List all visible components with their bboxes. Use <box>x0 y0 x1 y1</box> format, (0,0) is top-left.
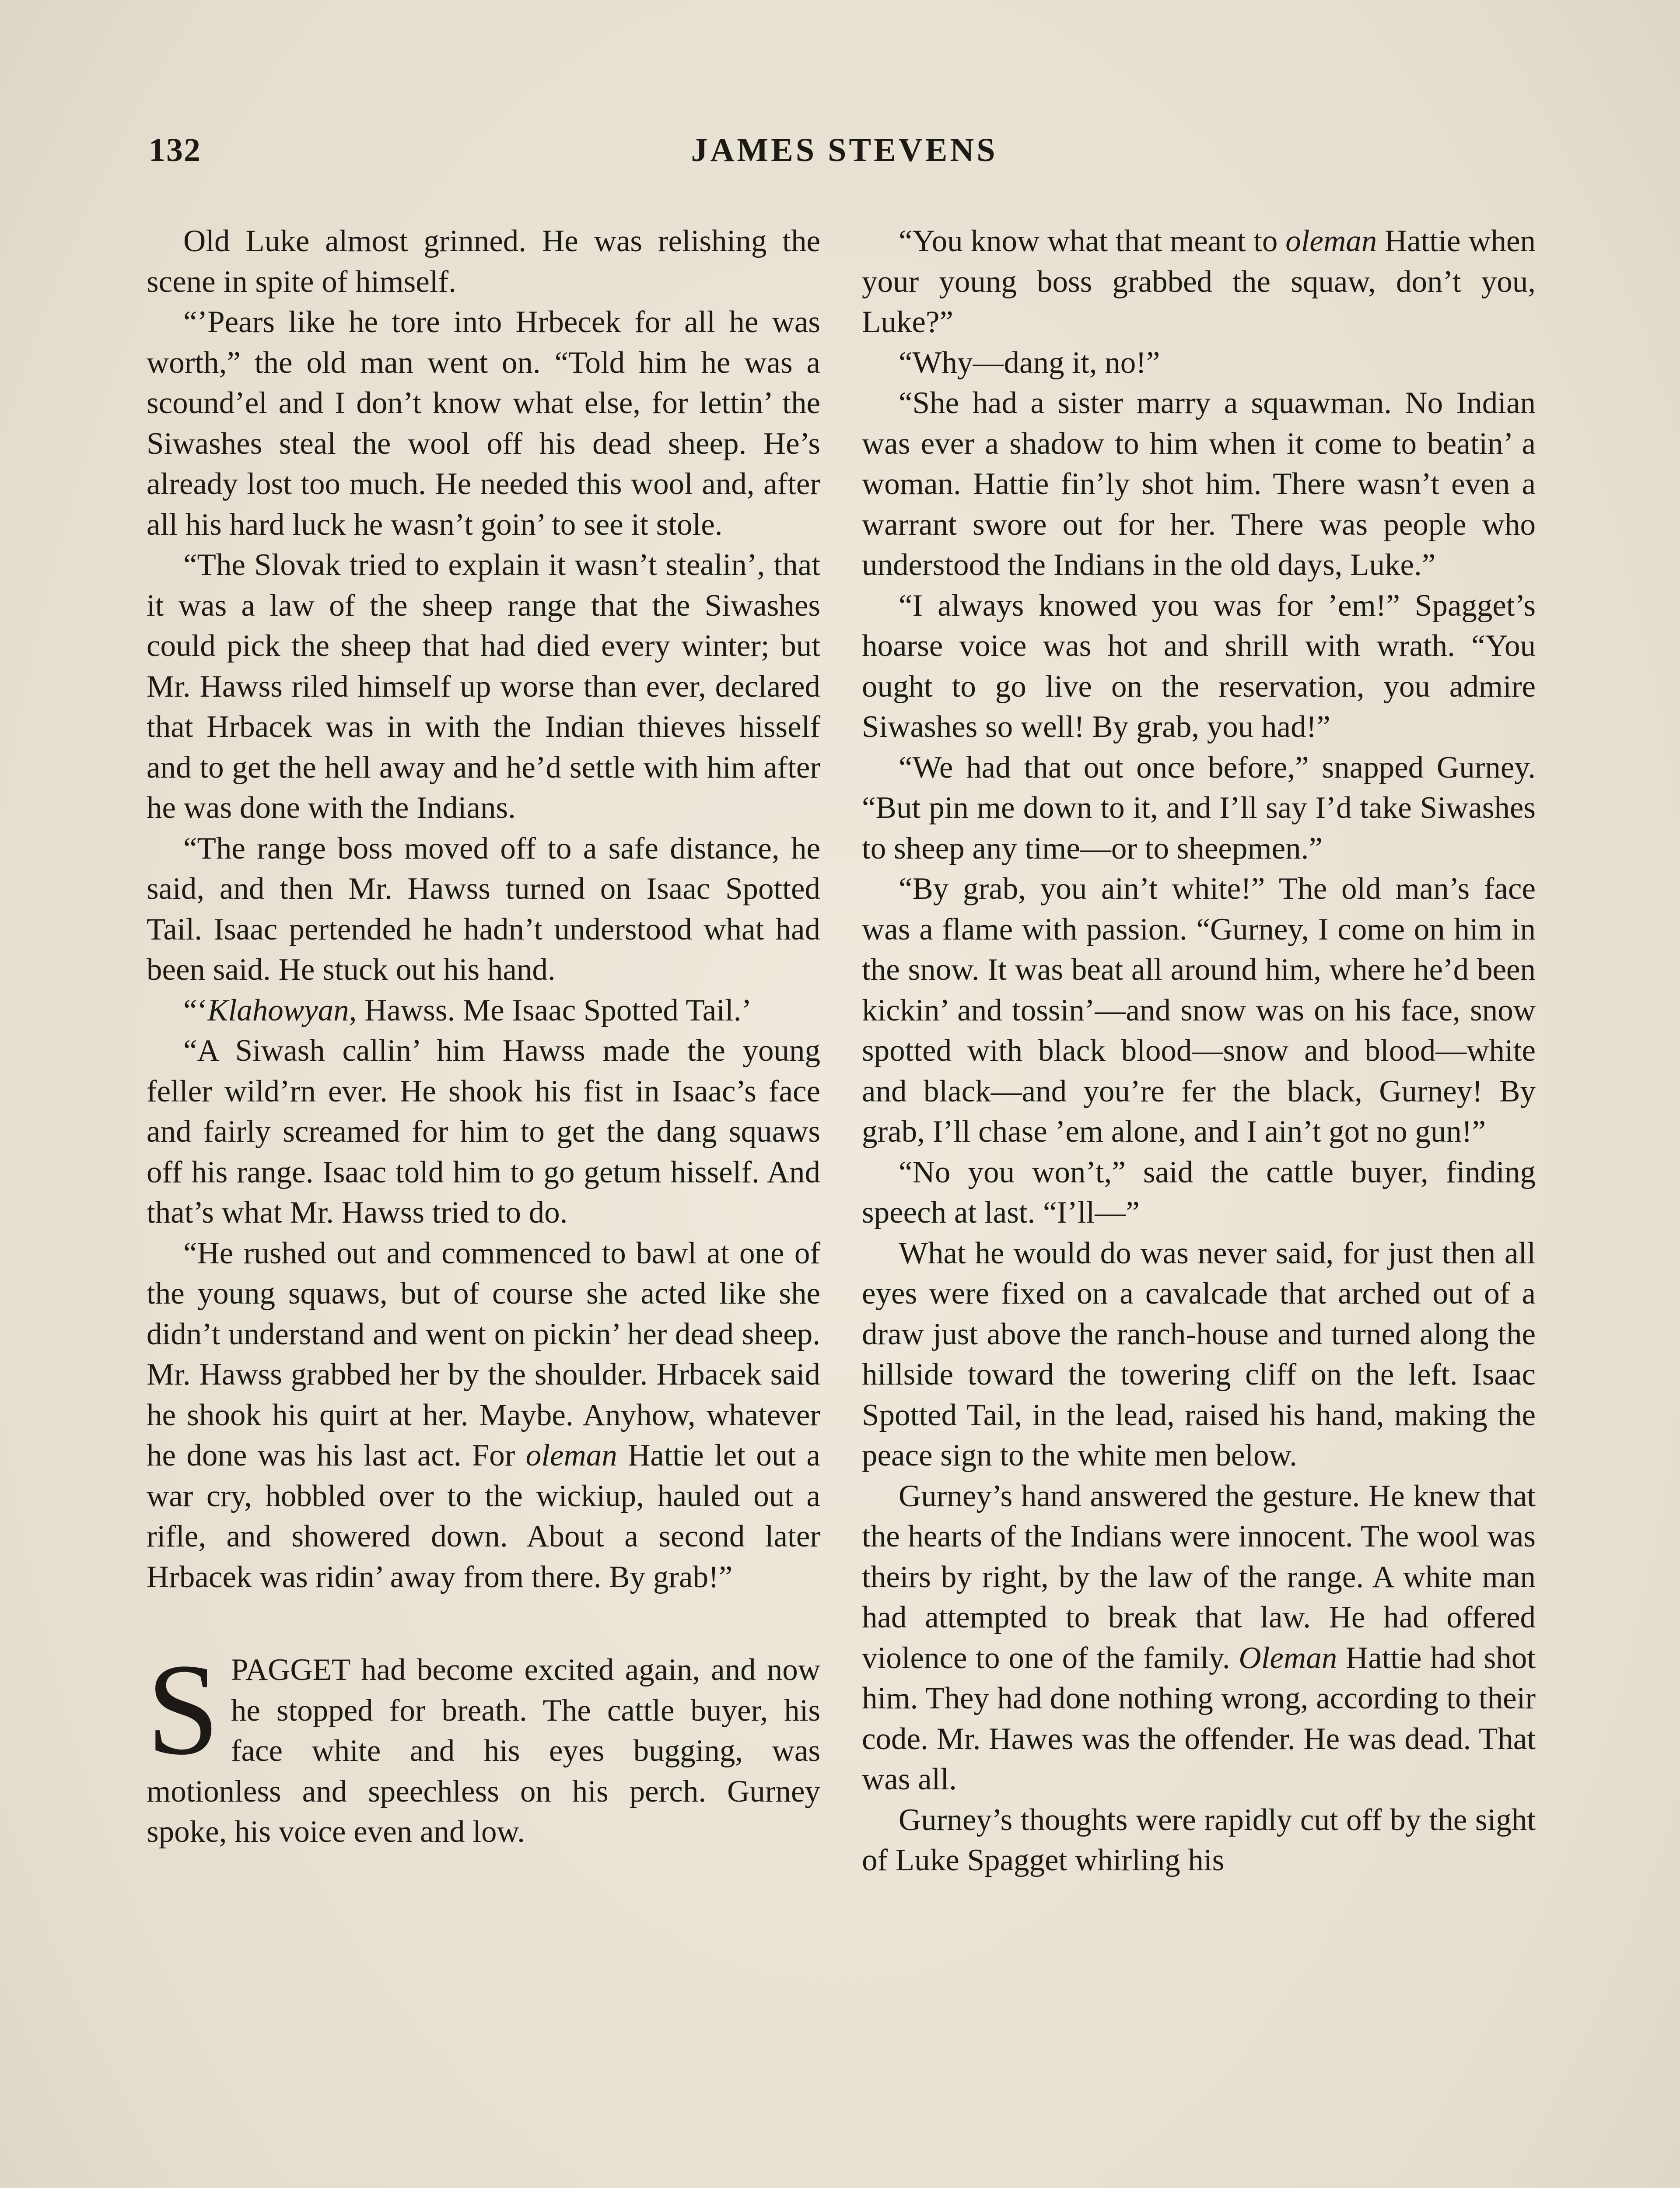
drop-cap: S <box>147 1637 220 1782</box>
page-header <box>149 131 1540 179</box>
left-column <box>147 221 820 1852</box>
paragraph-with-drop-cap <box>147 1637 820 1852</box>
text-run: Hattie let out a war cry, hobbled over to the wickiup, hauled out a rifle, and showered down. About a second later Hrbacek was ridin’ away from there. By grab!” <box>147 1438 820 1594</box>
page-number: 132 <box>149 132 201 168</box>
text-run: PAGGET had become excited again, and now he stopped for breath. The cattle buyer, his face white and his eyes bugging, was motionless and speechless on his perch. Gurney spoke, his voice even and low. <box>147 1653 820 1849</box>
italic-word: oleman <box>525 1438 617 1473</box>
paragraph: “’Pears like he tore into Hrbecek for all he was worth,” the old man went on. “Told him he was a scound’el and I don’t know what else, for lettin’ the Siwashes steal the wool off his dead sheep. He’s already lost too much. He needed this wool and, after all his hard luck he wasn’t goin’ to see it stole. <box>147 305 820 542</box>
section-break <box>147 1597 820 1650</box>
italic-word: Oleman <box>1239 1641 1337 1675</box>
paragraph <box>147 1233 820 1598</box>
paragraph <box>862 1476 1536 1800</box>
paragraph: “No you won’t,” said the cattle buyer, finding speech at last. “I’ll—” <box>862 1155 1536 1230</box>
paragraph: “I always knowed you was for ’em!” Spagget’s hoarse voice was hot and shrill with wrath. “You ought to go live on the reservation, you admire Siwashes so well! By grab, you had!” <box>862 588 1536 744</box>
paragraph: “A Siwash callin’ him Hawss made the young feller wild’rn ever. He shook his fist in Isaac’s face and fairly screamed for him to get the dang squaws off his range. Isaac told him to go getum hisself. And that’s what Mr. Hawss tried to do. <box>147 1034 820 1230</box>
running-head: JAMES STEVENS <box>691 132 998 168</box>
paragraph: Old Luke almost grinned. He was relishing the scene in spite of himself. <box>147 224 820 299</box>
text-run: , Hawss. Me Isaac Spotted Tail.’ <box>349 993 752 1027</box>
quote-open: “‘ <box>183 993 208 1027</box>
paragraph: “She had a sister marry a squawman. No Indian was ever a shadow to him when it come to beatin’ a woman. Hattie fin’ly shot him. There wasn’t even a warrant swore out for her. There was people who understood the Indians in the old days, Luke.” <box>862 386 1536 582</box>
text-run: Hattie when your young boss grabbed the squaw, don’t you, Luke?” <box>862 224 1536 339</box>
italic-word: oleman <box>1285 224 1377 258</box>
italic-word: Klahowyan <box>207 993 349 1027</box>
paragraph: “We had that out once before,” snapped Gurney. “But pin me down to it, and I’ll say I’d take Siwashes to sheep any time—or to sheepmen.” <box>862 750 1536 866</box>
paragraph <box>862 221 1536 343</box>
paragraph: What he would do was never said, for just then all eyes were fixed on a cavalcade that arched out of a draw just above the ranch-house and turned along the hillside toward the towering cliff on the left. Isaac Spotted Tail, in the lead, raised his hand, making the peace sign to the white men below. <box>862 1236 1536 1473</box>
right-column <box>862 221 1536 1881</box>
paragraph: “By grab, you ain’t white!” The old man’s face was a flame with passion. “Gurney, I come on him in the snow. It was beat all around him, where he’d been kickin’ and tossin’—and snow was on his face, snow spotted with black blood—snow and blood—white and black—and you’re fer the black, Gurney! By grab, I’ll chase ’em alone, and I ain’t got no gun!” <box>862 872 1536 1149</box>
paragraph: “The Slovak tried to explain it wasn’t stealin’, that it was a law of the sheep range that the Siwashes could pick the sheep that had died every winter; but Mr. Hawss riled himself up worse than ever, declared that Hrbacek was in with the Indian thieves hisself and to get the hell away and he’d settle with him after he was done with the Indians. <box>147 548 820 825</box>
text-run: Gurney’s hand answered the gesture. He knew that the hearts of the Indians were innocent. The wool was theirs by right, by the law of the range. A white man had attempted to break that law. He had offered violence to one of the family. <box>862 1479 1536 1675</box>
paragraph: “The range boss moved off to a safe distance, he said, and then Mr. Hawss turned on Isaac Spotted Tail. Isaac pertended he hadn’t understood what had been said. He stuck out his hand. <box>147 831 820 987</box>
paragraph: “Why—dang it, no!” <box>899 345 1160 380</box>
text-run: “You know what that meant to <box>899 224 1286 258</box>
paragraph: Gurney’s thoughts were rapidly cut off by the sight of Luke Spagget whirling his <box>862 1802 1536 1877</box>
text-run: “He rushed out and commenced to bawl at one of the young squaws, but of course she acted like she didn’t understand and went on pickin’ her dead sheep. Mr. Hawss grabbed her by the shoulder. Hrbacek said he shook his quirt at her. Maybe. Anyhow, whatever he done was his last act. For <box>147 1236 820 1473</box>
text-run: Hattie had shot him. They had done nothing wrong, according to their code. Mr. Hawes was the offender. He was dead. That was all. <box>862 1641 1536 1796</box>
paragraph <box>147 990 820 1031</box>
